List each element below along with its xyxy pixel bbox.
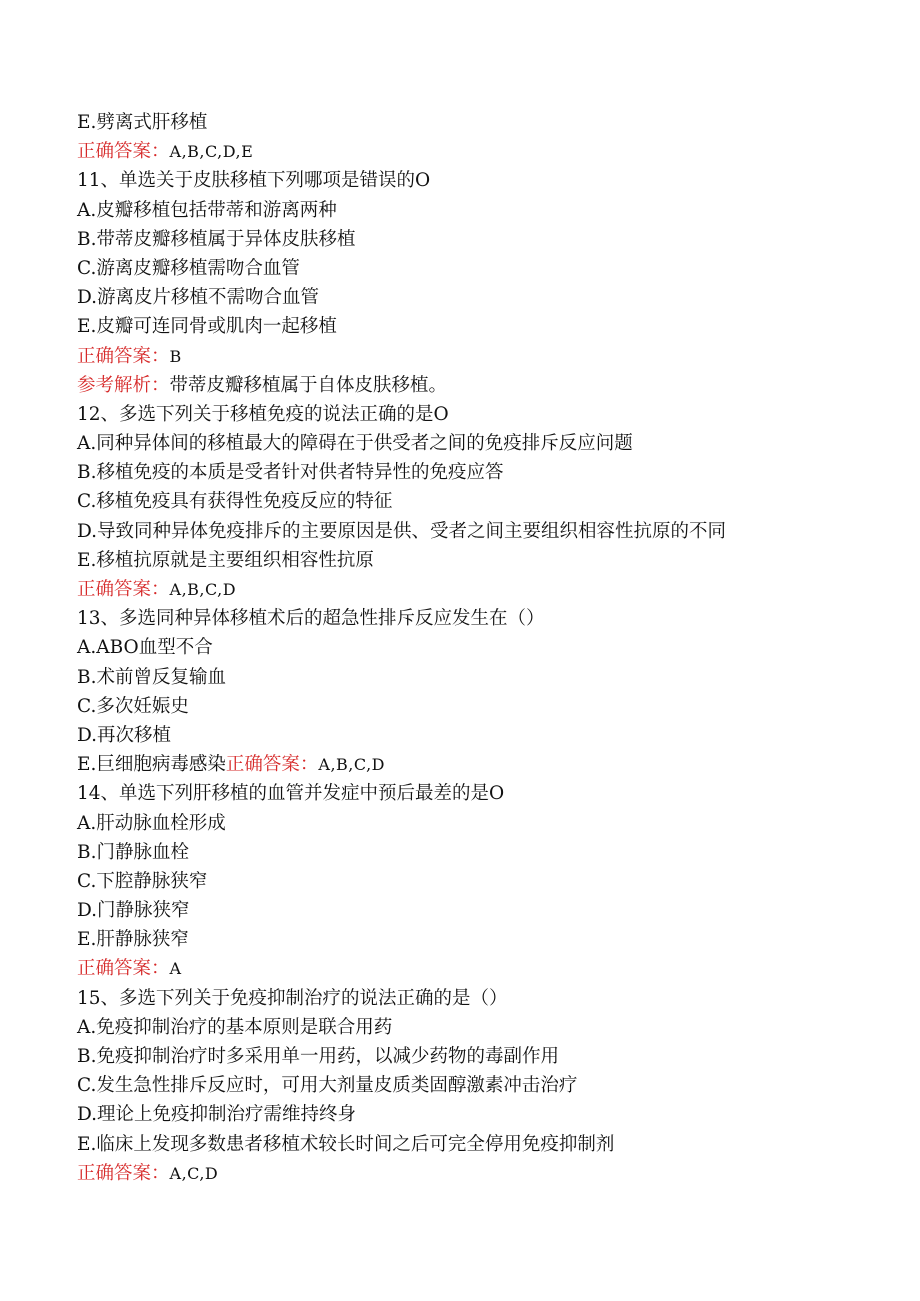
- option-text: B.带蒂皮瓣移植属于异体皮肤移植: [77, 228, 356, 250]
- option-line: [77, 196, 877, 225]
- answer-label: 正确答案：: [77, 141, 170, 163]
- option-line: [77, 546, 877, 575]
- option-line: [77, 458, 877, 487]
- option-text: A.免疫抑制治疗的基本原则是联合用药: [77, 1016, 393, 1038]
- option-answer-line: [77, 750, 877, 779]
- option-text: B.移植免疫的本质是受者针对供者特异性的免疫应答: [77, 462, 504, 484]
- option-text: A.ABO血型不合: [77, 637, 213, 659]
- option-line: [77, 225, 877, 254]
- answer-value: A,C,D: [169, 1163, 219, 1183]
- option-text: A.同种异体间的移植最大的障碍在于供受者之间的免疫排斥反应问题: [77, 433, 633, 455]
- option-text: A.皮瓣移植包括带蒂和游离两种: [77, 199, 337, 221]
- answer-value: A,B,C,D: [169, 580, 237, 599]
- question-text: 12、多选下列关于移植免疫的说法正确的是O: [77, 403, 449, 425]
- question-line: [77, 400, 877, 429]
- option-line: [77, 517, 877, 546]
- option-line: [77, 1130, 877, 1159]
- answer-line: [77, 1159, 877, 1188]
- option-text: D.理论上免疫抑制治疗需维持终身: [77, 1104, 357, 1126]
- option-text: E.移植抗原就是主要组织相容性抗原: [77, 549, 374, 571]
- option-text: B.术前曾反复输血: [77, 666, 226, 688]
- answer-line: [77, 575, 877, 604]
- option-text: D.游离皮片移植不需吻合血管: [77, 287, 320, 309]
- option-line: [77, 925, 877, 954]
- answer-label: 正确答案：: [77, 345, 170, 367]
- option-line: [77, 312, 877, 341]
- option-line: [77, 1042, 877, 1071]
- option-line: [77, 838, 877, 867]
- answer-value: A,B,C,D,E: [169, 142, 254, 162]
- option-line: [77, 867, 877, 896]
- answer-label: 正确答案：: [77, 958, 170, 980]
- option-text: C.移植免疫具有获得性免疫反应的特征: [77, 491, 393, 513]
- answer-value: B: [169, 346, 182, 366]
- answer-label: 正确答案：: [77, 1162, 170, 1184]
- answer-value: A: [169, 959, 182, 979]
- explanation-label: 参考解析：: [77, 374, 170, 396]
- option-text: C.发生急性排斥反应时，可用大剂量皮质类固醇激素冲击治疗: [77, 1075, 578, 1097]
- option-line: [77, 663, 877, 692]
- question-text: 15、多选下列关于免疫抑制治疗的说法正确的是（）: [77, 987, 508, 1009]
- option-text: E.皮瓣可连同骨或肌肉一起移植: [77, 316, 337, 338]
- option-text: E.劈离式肝移植: [77, 112, 208, 133]
- question-text: 14、单选下列肝移植的血管并发症中预后最差的是O: [77, 783, 505, 805]
- option-line: [77, 283, 877, 312]
- option-line: [77, 809, 877, 838]
- question-text: 11、单选关于皮肤移植下列哪项是错误的O: [77, 170, 431, 192]
- option-text: E.巨细胞病毒感染: [77, 754, 226, 776]
- option-text: D.门静脉狭窄: [77, 900, 190, 922]
- option-text: C.多次妊娠史: [77, 695, 189, 717]
- option-text: E.肝静脉狭窄: [77, 929, 189, 951]
- answer-label: 正确答案：: [225, 754, 319, 776]
- question-line: [77, 779, 877, 808]
- option-line: [77, 1100, 877, 1129]
- option-line: [77, 108, 877, 137]
- option-text: D.再次移植: [77, 724, 172, 746]
- option-line: [77, 633, 877, 662]
- option-line: [77, 896, 877, 925]
- option-line: [77, 1071, 877, 1100]
- option-text: B.门静脉血栓: [77, 841, 189, 863]
- question-line: [77, 604, 877, 633]
- explanation-text: 带蒂皮瓣移植属于自体皮肤移植。: [169, 374, 448, 396]
- answer-line: [77, 137, 877, 166]
- option-line: [77, 692, 877, 721]
- explanation-line: [77, 371, 877, 400]
- answer-label: 正确答案：: [77, 579, 170, 600]
- option-text: D.导致同种异体免疫排斥的主要原因是供、受者之间主要组织相容性抗原的不同: [77, 520, 727, 542]
- option-text: C.下腔静脉狭窄: [77, 870, 208, 892]
- answer-line: [77, 954, 877, 983]
- question-text: 13、多选同种异体移植术后的超急性排斥反应发生在（）: [77, 608, 545, 630]
- option-line: [77, 487, 877, 516]
- option-text: A.肝动脉血栓形成: [77, 812, 226, 834]
- option-line: [77, 1013, 877, 1042]
- option-line: [77, 254, 877, 283]
- option-line: [77, 429, 877, 458]
- option-text: E.临床上发现多数患者移植术较长时间之后可完全停用免疫抑制剂: [77, 1133, 615, 1155]
- document-page: [77, 108, 877, 1188]
- question-line: [77, 984, 877, 1013]
- option-text: B.免疫抑制治疗时多采用单一用药，以减少药物的毒副作用: [77, 1046, 559, 1067]
- option-text: C.游离皮瓣移植需吻合血管: [77, 257, 300, 279]
- answer-line: [77, 342, 877, 371]
- question-line: [77, 166, 877, 195]
- option-line: [77, 721, 877, 750]
- answer-value: A,B,C,D: [318, 755, 385, 775]
